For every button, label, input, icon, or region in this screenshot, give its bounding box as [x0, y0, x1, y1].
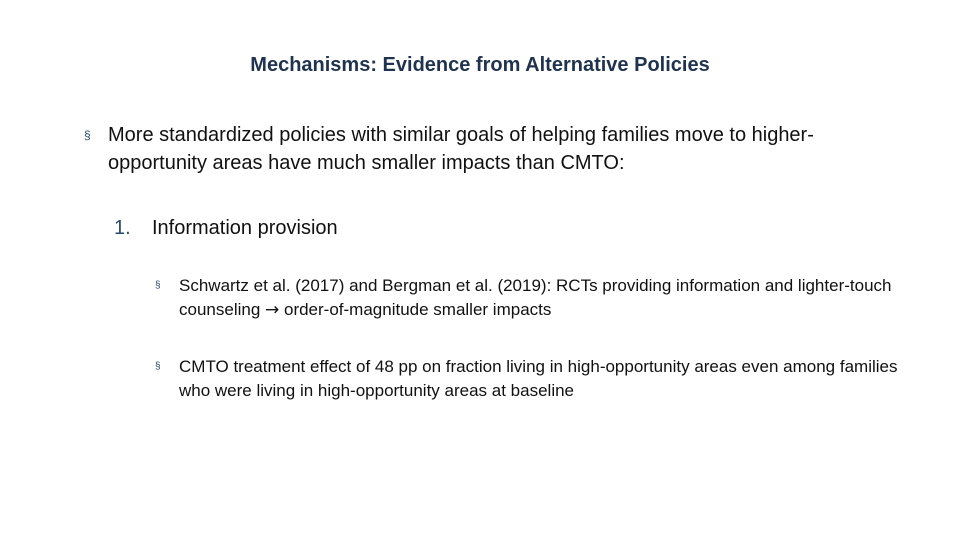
sub-bullet-1-text	[179, 274, 915, 322]
main-bullet-text: More standardized policies with similar goals of helping families move to higher-opportunity areas have much smaller impacts than CMTO:	[108, 124, 814, 174]
item-number: 1.	[114, 217, 131, 239]
slide-title: Mechanisms: Evidence from Alternative Policies	[250, 54, 710, 76]
square-bullet-icon: §	[84, 128, 91, 142]
sub-bullet-2-text: CMTO treatment effect of 48 pp on fraction living in high-opportunity areas even among families who were living in high-opportunity areas at baseline	[179, 357, 898, 400]
square-bullet-icon: §	[155, 361, 161, 372]
right-arrow-icon: →	[265, 300, 280, 320]
item-label: Information provision	[152, 217, 338, 239]
sub-bullet-1-text-end: order-of-magnitude smaller impacts	[279, 300, 552, 319]
sub-bullet-2	[155, 355, 915, 403]
main-bullet	[84, 121, 904, 177]
sub-bullet-1-text-start: Schwartz et al. (2017) and Bergman et al. (2019): RCTs providing information and lighter-touch counseling	[179, 276, 892, 319]
sub-bullet-1	[155, 274, 915, 322]
numbered-item	[114, 214, 338, 242]
square-bullet-icon: §	[155, 280, 161, 291]
